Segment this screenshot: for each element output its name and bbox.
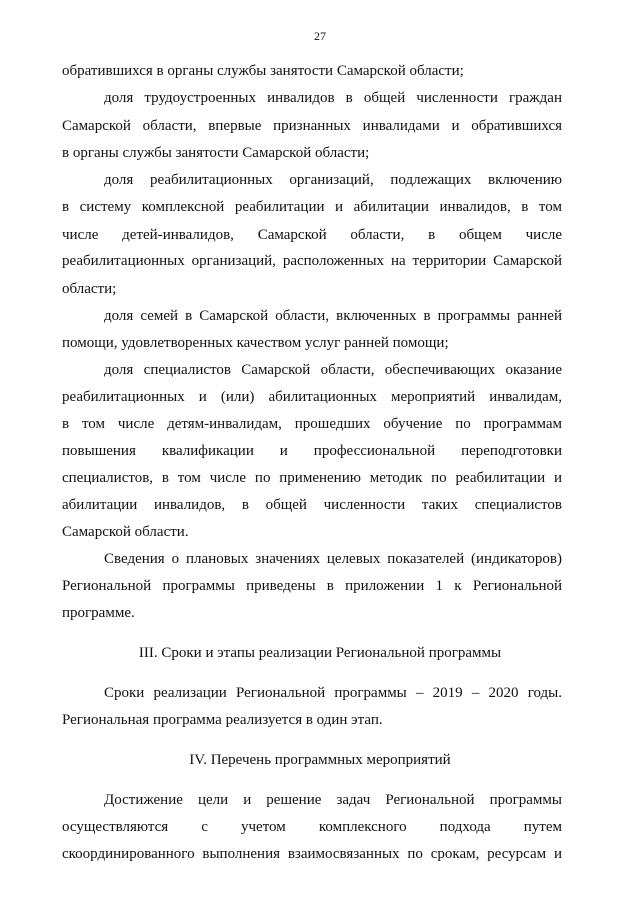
text-line: числе детей-инвалидов, Самарской области, в общем числе [62, 227, 562, 243]
text-line: специалистов, в том числе по применению методик по реабилитации и [62, 470, 562, 486]
text-line: программе. [62, 605, 135, 621]
text-line: скоординированного выполнения взаимосвязанных по срокам, ресурсам и [62, 846, 562, 862]
text-line: в том числе детям-инвалидам, прошедших обучение по программам [62, 416, 562, 432]
text-line: Самарской области. [62, 524, 189, 540]
text-line: доля семей в Самарской области, включенных в программы ранней [104, 308, 562, 324]
text-line: доля трудоустроенных инвалидов в общей численности граждан [104, 90, 562, 106]
text-line: доля специалистов Самарской области, обеспечивающих оказание [104, 362, 562, 378]
text-line: осуществляются с учетом комплексного подхода путем [62, 819, 562, 835]
text-line: в систему комплексной реабилитации и абилитации инвалидов, в том [62, 199, 562, 215]
text-line: реабилитационных организаций, расположенных на территории Самарской [62, 253, 562, 269]
text-line: Региональная программа реализуется в один этап. [62, 712, 383, 728]
text-line: области; [62, 281, 117, 297]
text-line: в органы службы занятости Самарской области; [62, 145, 370, 161]
text-line: обратившихся в органы службы занятости Самарской области; [62, 63, 464, 79]
section-heading: IV. Перечень программных мероприятий [189, 752, 451, 768]
text-line: повышения квалификации и профессиональной переподготовки [62, 443, 562, 459]
section-heading: III. Сроки и этапы реализации Региональной программы [138, 645, 502, 661]
page-number: 27 [314, 29, 326, 43]
text-line: Сроки реализации Региональной программы – 2019 – 2020 годы. [104, 685, 562, 701]
text-line: Сведения о плановых значениях целевых показателей (индикаторов) [104, 551, 562, 567]
text-line: помощи, удовлетворенных качеством услуг ранней помощи; [62, 335, 449, 351]
text-line: доля реабилитационных организаций, подлежащих включению [104, 172, 562, 188]
text-line: Самарской области, впервые признанных инвалидами и обратившихся [62, 118, 562, 134]
text-line: абилитации инвалидов, в общей численности таких специалистов [62, 497, 562, 513]
text-line: реабилитационных и (или) абилитационных мероприятий инвалидам, [62, 389, 562, 405]
text-line: Региональной программы приведены в приложении 1 к Региональной [62, 578, 562, 594]
text-line: Достижение цели и решение задач Региональной программы [104, 792, 562, 808]
